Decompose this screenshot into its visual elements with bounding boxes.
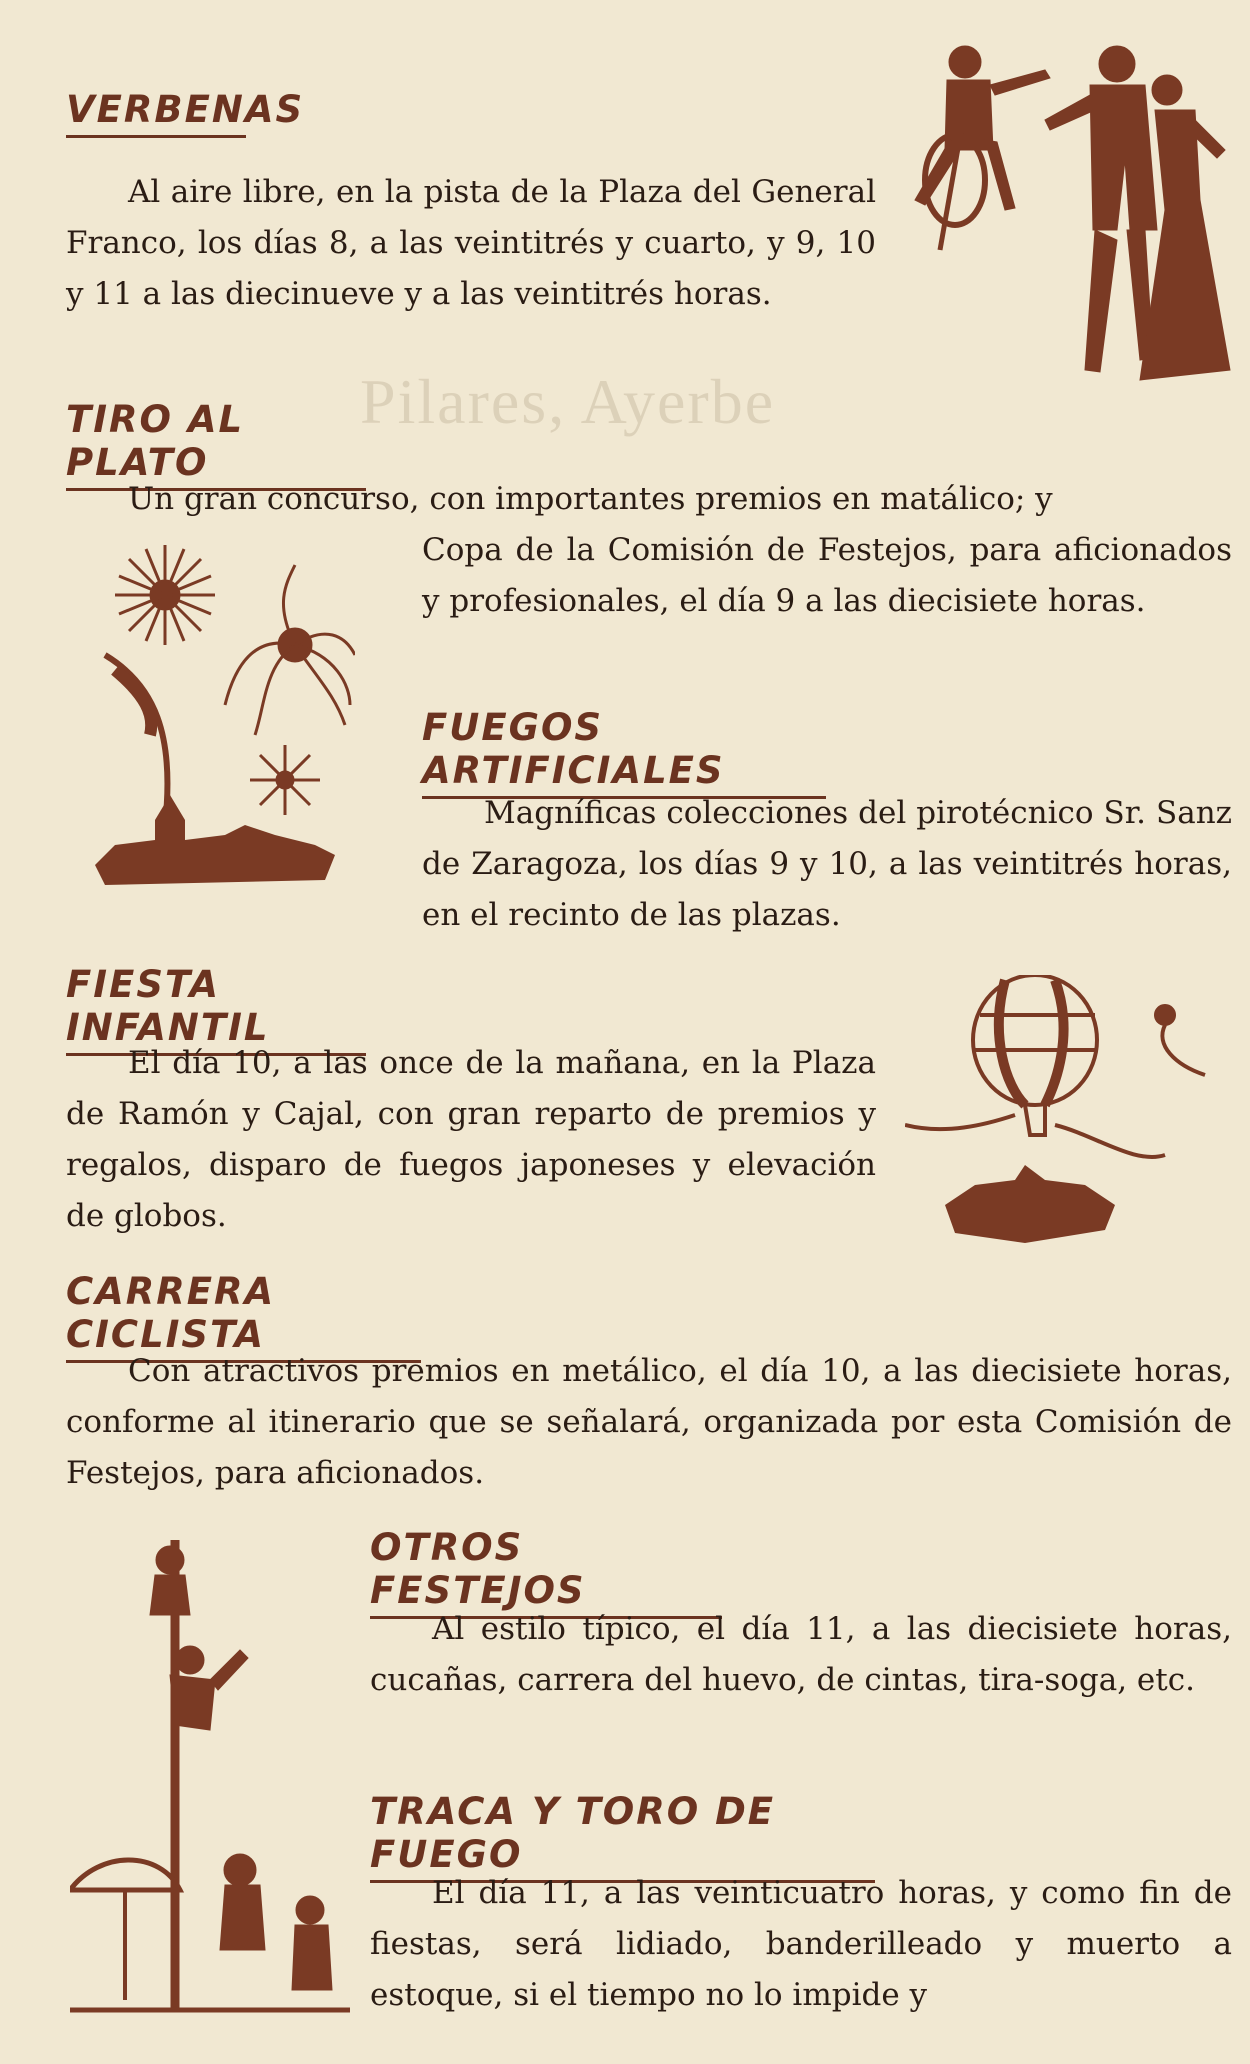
fuegos-text: Magníficas colecciones del pirotécnico Sr. Sanz de Zaragoza, los días 9 y 10, a las veintitrés horas, en el recinto de las plazas.	[422, 795, 1232, 933]
section-text-fiesta-infantil	[66, 1038, 876, 1242]
greasy-pole-icon	[70, 1530, 355, 2020]
hot-air-balloon-icon	[905, 975, 1220, 1255]
section-title-fiesta-infantil: FIESTA INFANTIL	[66, 963, 366, 1056]
section-text-tiro-line1: Un gran concurso, con importantes premios en matálico; y	[128, 481, 1053, 517]
section-text-otros-festejos	[370, 1604, 1232, 1706]
section-text-carrera-ciclista	[66, 1346, 1232, 1499]
section-text-fuegos	[422, 788, 1232, 941]
section-title-tiro-al-plato: TIRO AL PLATO	[66, 398, 366, 491]
traca-text: El día 11, a las veinticuatro horas, y como fin de fiestas, será lidiado, banderilleado y muerto a estoque, si el tiempo no lo impide y	[370, 1875, 1232, 2013]
dancers-and-musician-icon	[895, 40, 1235, 395]
otros-text: Al estilo típico, el día 11, a las diecisiete horas, cucañas, carrera del huevo, de cintas, tira-soga, etc.	[370, 1611, 1232, 1698]
section-text-traca	[370, 1868, 1232, 2021]
section-text-verbenas	[66, 167, 876, 320]
section-title-traca-toro-de-fuego: TRACA Y TORO DE FUEGO	[370, 1790, 875, 1883]
section-title-carrera-ciclista: CARRERA CICLISTA	[66, 1270, 421, 1363]
section-text-tiro-rest: Copa de la Comisión de Festejos, para aficionados y profesionales, el día 9 a las diecisiete horas.	[422, 532, 1232, 619]
section-title-verbenas: VERBENAS	[66, 88, 246, 138]
infantil-text: El día 10, a las once de la mañana, en la Plaza de Ramón y Cajal, con gran reparto de premios y regalos, disparo de fuegos japoneses y elevación de globos.	[66, 1045, 876, 1234]
section-title-otros-festejos: OTROS FESTEJOS	[370, 1526, 722, 1619]
background-ghost-text: Pilares, Ayerbe	[360, 366, 776, 437]
section-title-fuegos-artificiales: FUEGOS ARTIFICIALES	[422, 706, 826, 799]
verbenas-text: Al aire libre, en la pista de la Plaza del General Franco, los días 8, a las veintitrés y cuarto, y 9, 10 y 11 a las diecinueve y a las veintitrés horas.	[66, 174, 876, 312]
ciclista-text: Con atractivos premios en metálico, el día 10, a las diecisiete horas, conforme al itinerario que se señalará, organizada por esta Comisión de Festejos, para aficionados.	[66, 1353, 1232, 1491]
fireworks-icon	[95, 535, 355, 905]
